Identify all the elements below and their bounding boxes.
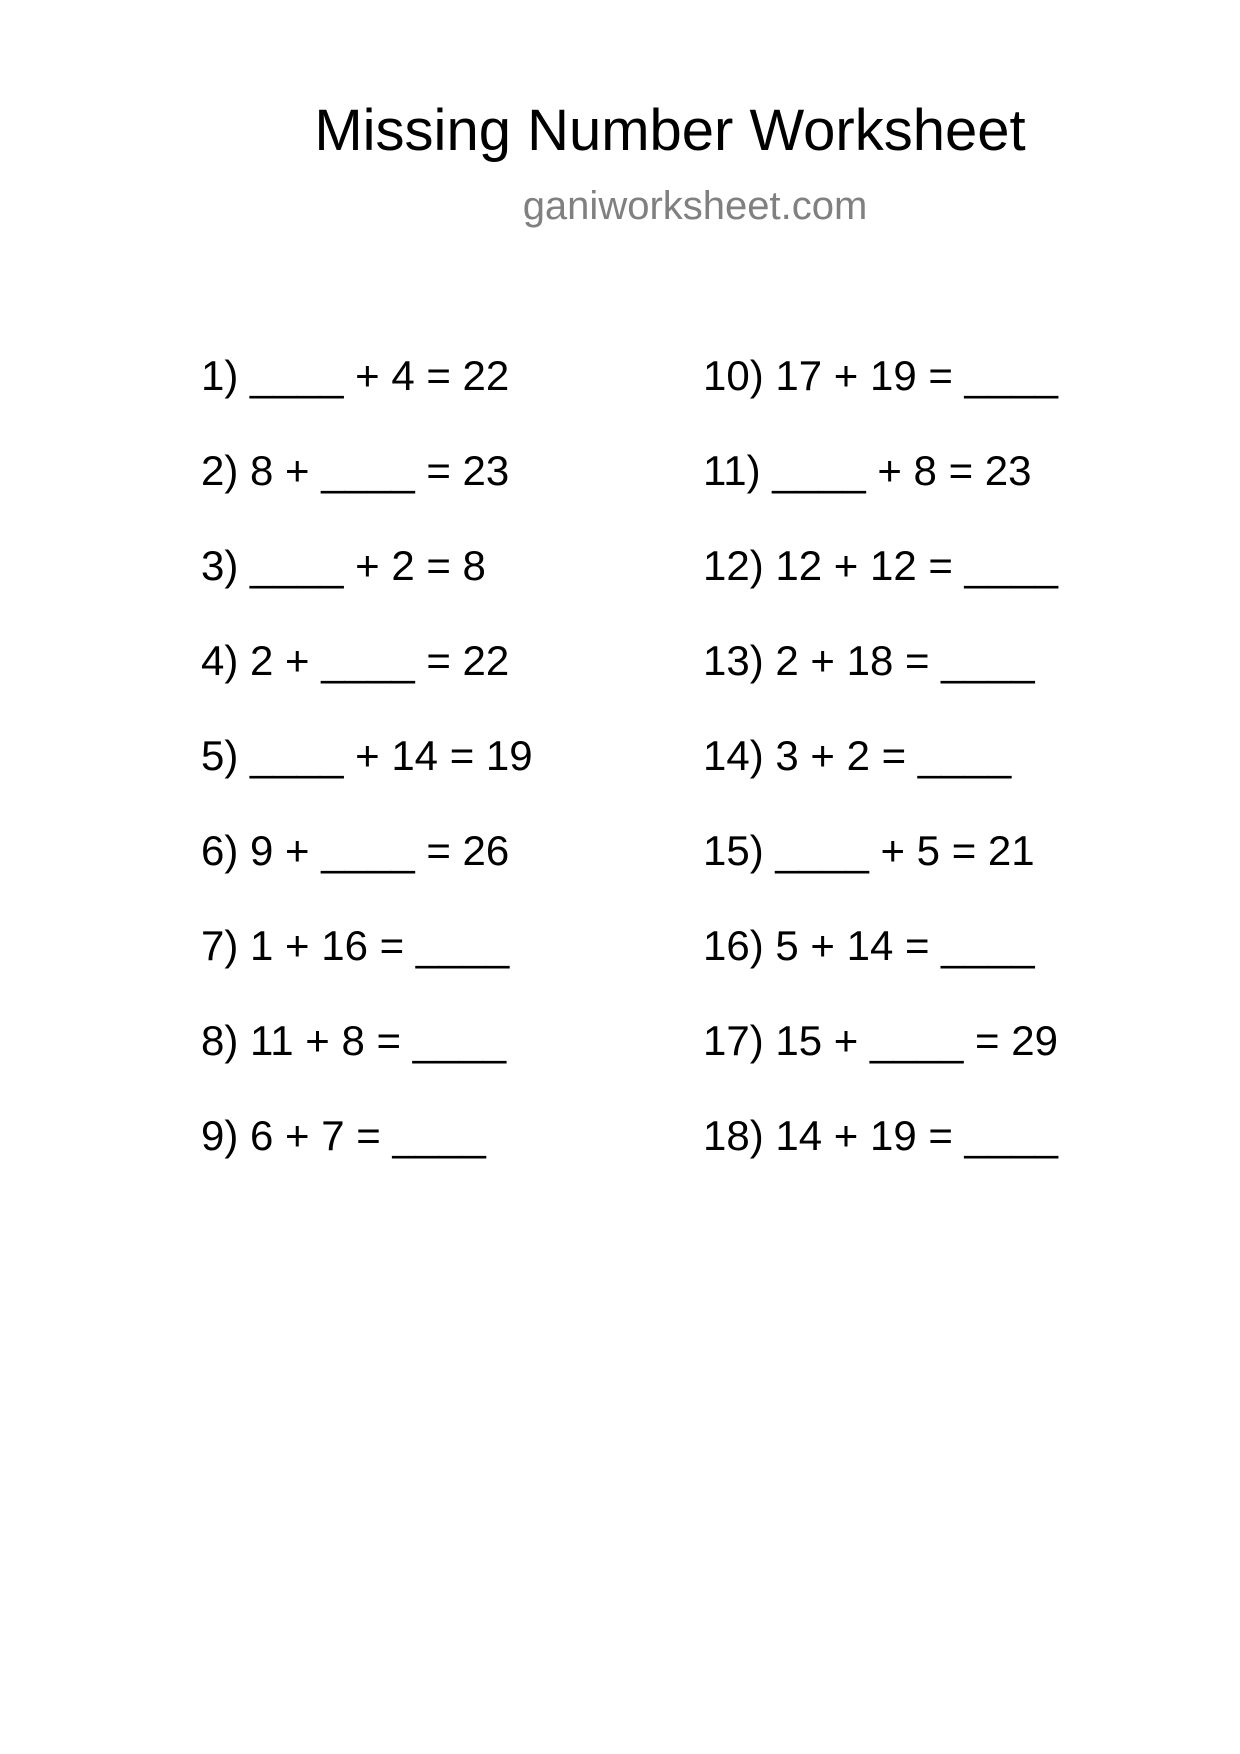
problem-8: 8) 11 + 8 = ____ [201,1017,507,1064]
problem-18: 18) 14 + 19 = ____ [703,1112,1058,1159]
problem-7: 7) 1 + 16 = ____ [201,922,510,969]
problem-4: 4) 2 + ____ = 22 [201,637,510,684]
problem-10: 10) 17 + 19 = ____ [703,352,1058,399]
problem-14: 14) 3 + 2 = ____ [703,732,1012,779]
worksheet-source-url: ganiworksheet.com [522,184,868,228]
worksheet-title: Missing Number Worksheet [314,98,1026,163]
problem-3: 3) ____ + 2 = 8 [201,542,486,589]
problem-15: 15) ____ + 5 = 21 [703,827,1035,874]
problem-5: 5) ____ + 14 = 19 [201,732,533,779]
problem-12: 12) 12 + 12 = ____ [703,542,1058,589]
problem-13: 13) 2 + 18 = ____ [703,637,1035,684]
problem-11: 11) ____ + 8 = 23 [703,447,1032,494]
problem-column-left [201,350,533,1205]
problem-17: 17) 15 + ____ = 29 [703,1017,1058,1064]
problem-column-right [703,350,1058,1205]
problem-9: 9) 6 + 7 = ____ [201,1112,486,1159]
problem-1: 1) ____ + 4 = 22 [201,352,510,399]
problem-16: 16) 5 + 14 = ____ [703,922,1035,969]
problem-2: 2) 8 + ____ = 23 [201,447,510,494]
problem-6: 6) 9 + ____ = 26 [201,827,510,874]
